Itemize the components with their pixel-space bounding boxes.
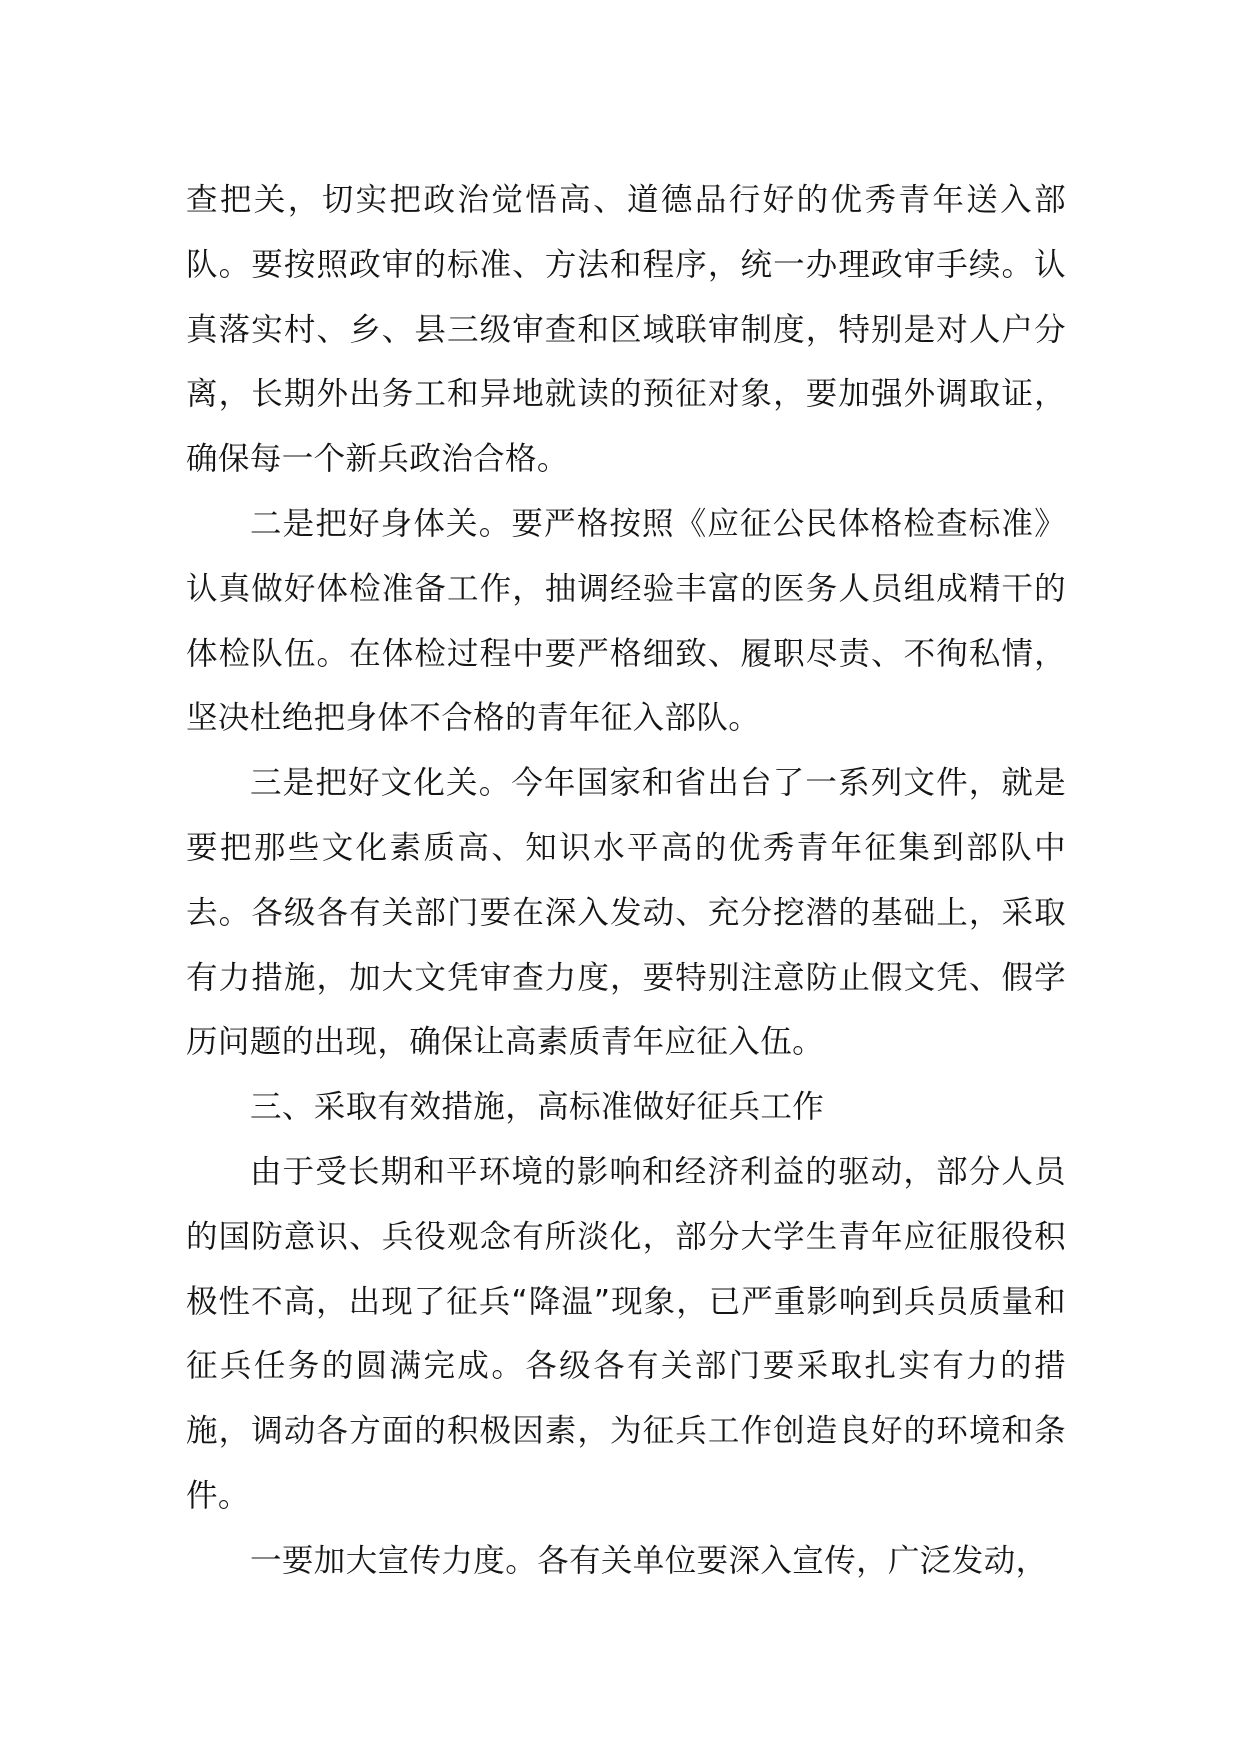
paragraph-publicity: 一要加大宣传力度。各有关单位要深入宣传，广泛发动， xyxy=(250,1542,1048,1579)
document-body xyxy=(186,168,1066,1594)
paragraph-physical-check: 二是把好身体关。要严格按照《应征公民体格检查标准》认真做好体检准备工作，抽调经验丰富的医务人员组成精干的体检队伍。在体检过程中要严格细致、履职尽责、不徇私情，坚决杜绝把身体不合格的青年征入部队。 xyxy=(186,505,1066,737)
section-heading: 三、采取有效措施，高标准做好征兵工作 xyxy=(250,1089,825,1126)
paragraph-education-check: 三是把好文化关。今年国家和省出台了一系列文件，就是要把那些文化素质高、知识水平高的优秀青年征集到部队中去。各级各有关部门要在深入发动、充分挖潜的基础上，采取有力措施，加大文凭审查力度，要特别注意防止假文凭、假学历问题的出现，确保让高素质青年应征入伍。 xyxy=(186,765,1066,1061)
paragraph-continuation: 查把关，切实把政治觉悟高、道德品行好的优秀青年送入部队。要按照政审的标准、方法和程序，统一办理政审手续。认真落实村、乡、县三级审查和区域联审制度，特别是对人户分离，长期外出务工和异地就读的预征对象，要加强外调取证，确保每一个新兵政治合格。 xyxy=(186,182,1066,478)
paragraph-background: 由于受长期和平环境的影响和经济利益的驱动，部分人员的国防意识、兵役观念有所淡化，部分大学生青年应征服役积极性不高，出现了征兵“降温”现象，已严重影响到兵员质量和征兵任务的圆满完成。各级各有关部门要采取扎实有力的措施，调动各方面的积极因素，为征兵工作创造良好的环境和条件。 xyxy=(186,1153,1066,1514)
